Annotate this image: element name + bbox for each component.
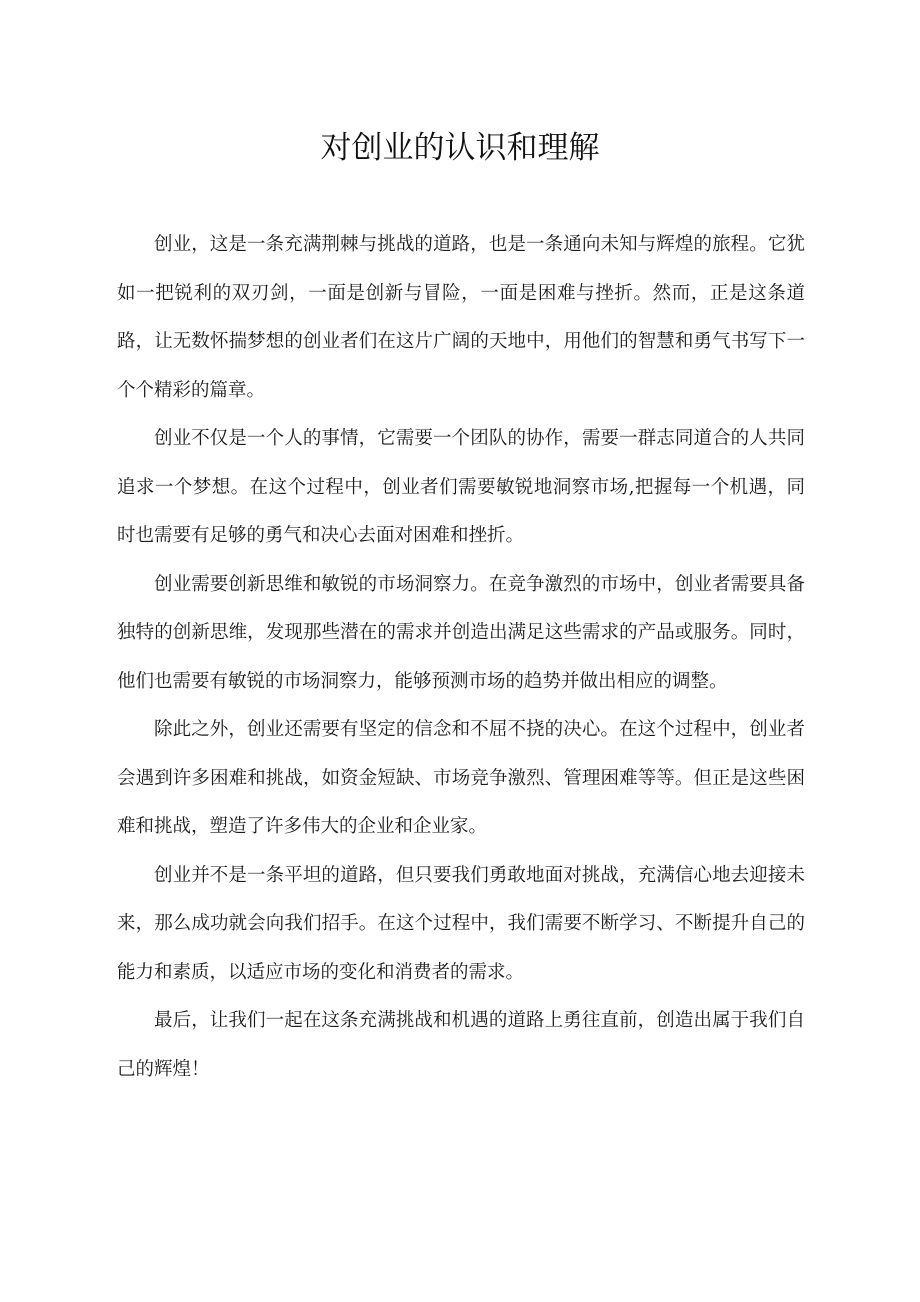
paragraph-3: 创业需要创新思维和敏锐的市场洞察力。在竞争激烈的市场中，创业者需要具备独特的创新思维，发现那些潜在的需求并创造出满足这些需求的产品或服务。同时，他们也需要有敏锐的市场洞察力，能够预测市场的趋势并做出相应的调整。	[117, 573, 805, 692]
paragraph-2: 创业不仅是一个人的事情，它需要一个团队的协作，需要一群志同道合的人共同追求一个梦想。在这个过程中，创业者们需要敏锐地洞察市场,把握每一个机遇，同时也需要有足够的勇气和决心去面对困难和挫折。	[117, 428, 805, 546]
paragraph-1: 创业，这是一条充满荆棘与挑战的道路，也是一条通向未知与辉煌的旅程。它犹如一把锐利的双刃剑，一面是创新与冒险，一面是困难与挫折。然而，正是这条道路，让无数怀揣梦想的创业者们在这片广阔的天地中，用他们的智慧和勇气书写下一个个精彩的篇章。	[117, 234, 805, 401]
paragraph-6: 最后，让我们一起在这条充满挑战和机遇的道路上勇往直前，创造出属于我们自己的辉煌！	[117, 1010, 805, 1080]
paragraph-5: 创业并不是一条平坦的道路，但只要我们勇敢地面对挑战，充满信心地去迎接未来，那么成功就会向我们招手。在这个过程中，我们需要不断学习、不断提升自己的能力和素质，以适应市场的变化和消费者的需求。	[117, 864, 805, 983]
paragraph-4: 除此之外，创业还需要有坚定的信念和不屈不挠的决心。在这个过程中，创业者会遇到许多困难和挑战，如资金短缺、市场竞争激烈、管理困难等等。但正是这些困难和挑战，塑造了许多伟大的企业和企业家。	[117, 719, 805, 837]
document-body	[117, 221, 805, 1094]
document-title: 对创业的认识和理解	[320, 130, 600, 166]
